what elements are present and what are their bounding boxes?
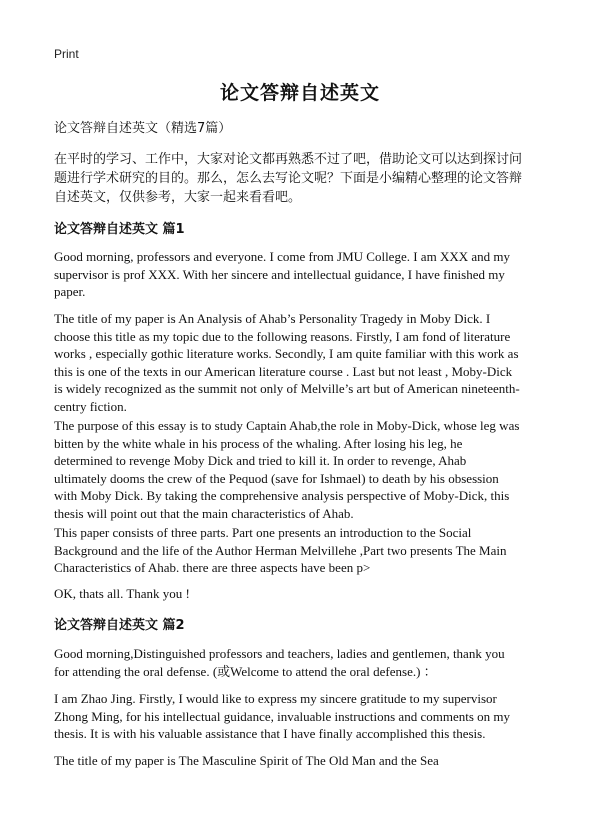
text-line: The purpose of this essay is to study Captain Ahab,the role in Moby-Dick, whose leg was xyxy=(54,418,520,433)
paragraph-2-3 xyxy=(54,752,534,770)
section-heading-1: 论文答辩自述英文 篇1 xyxy=(54,222,185,237)
subtitle: 论文答辩自述英文（精选7篇） xyxy=(54,121,232,136)
print-link[interactable]: Print xyxy=(54,47,79,61)
paragraph-1-2 xyxy=(54,310,534,416)
text-line: for attending the oral defense. (或Welcome to attend the oral defense.) ： xyxy=(54,663,437,679)
intro-line: 题进行学术研究的目的。那么，怎么去写论文呢？下面是小编精心整理的论文答辩 xyxy=(54,171,523,186)
text-line: This paper consists of three parts. Part one presents an introduction to the Social xyxy=(54,525,472,540)
page-title: 论文答辩自述英文 xyxy=(219,82,380,104)
text-line: determined to revenge Moby Dick and tried to kill it. In order to revenge, Ahab xyxy=(54,453,467,469)
text-line: this is one of the texts in our American literature course . Last but not least , Moby-Dick xyxy=(54,363,513,379)
text-line: thesis will point out that the main characteristics of Ahab. xyxy=(54,505,354,521)
text-line: Zhong Ming, for his intellectual guidance, invaluable instructions and comments on my xyxy=(54,708,510,724)
paragraph-1-5 xyxy=(54,585,534,603)
paragraph-2-1 xyxy=(54,645,534,680)
text-line: ultimately dooms the crew of the Pequod (save for Ishmael) to death by his obsession xyxy=(54,470,499,486)
text-line: paper. xyxy=(54,284,86,300)
text-line: with Moby Dick. By taking the comprehensive analysis perspective of Moby-Dick, this xyxy=(54,488,510,504)
text-line: centry fiction. xyxy=(54,398,127,414)
paragraph-1-3 xyxy=(54,417,534,523)
text-line: is widely recognized as the summit not only of Melville’s art but of American nineteenth- xyxy=(54,381,520,397)
intro-line: 自述英文，仅供参考，大家一起来看看吧。 xyxy=(54,190,302,205)
text-line: I am Zhao Jing. Firstly, I would like to express my sincere gratitude to my supervisor xyxy=(54,691,497,706)
text-line: Characteristics of Ahab. there are three aspects have been p> xyxy=(54,560,371,576)
paragraph-1-4 xyxy=(54,524,534,577)
text-line: The title of my paper is An Analysis of Ahab’s Personality Tragedy in Moby Dick. I xyxy=(54,311,491,326)
text-line: supervisor is prof XXX. With her sincere and intellectual guidance, I have finished my xyxy=(54,266,505,282)
text-line: choose this title as my topic due to the following reasons. Firstly, I am fond of literature xyxy=(54,328,511,344)
text-line: bitten by the white whale in his process of the whaling. After losing his leg, he xyxy=(54,435,463,451)
text-line: Background and the life of the Author Herman Melvillehe ,Part two presents The Main xyxy=(54,542,507,558)
text-line: OK, thats all. Thank you ! xyxy=(54,586,190,601)
intro-paragraph xyxy=(54,150,550,207)
paragraph-2-2 xyxy=(54,690,534,743)
text-line: works , especially gothic literature works. Secondly, I am quite familiar with this work as xyxy=(54,346,519,362)
text-line: Good morning,Distinguished professors and teachers, ladies and gentlemen, thank you xyxy=(54,646,505,661)
text-line: The title of my paper is The Masculine Spirit of The Old Man and the Sea xyxy=(54,753,439,768)
text-line: thesis. It is with his valuable assistance that I have finally accomplished this thesis. xyxy=(54,726,486,742)
text-line: Good morning, professors and everyone. I come from JMU College. I am XXX and my xyxy=(54,249,510,264)
section-heading-2: 论文答辩自述英文 篇2 xyxy=(54,618,185,633)
paragraph-1-1 xyxy=(54,248,534,301)
intro-line: 在平时的学习、工作中，大家对论文都再熟悉不过了吧，借助论文可以达到探讨问 xyxy=(54,152,523,167)
